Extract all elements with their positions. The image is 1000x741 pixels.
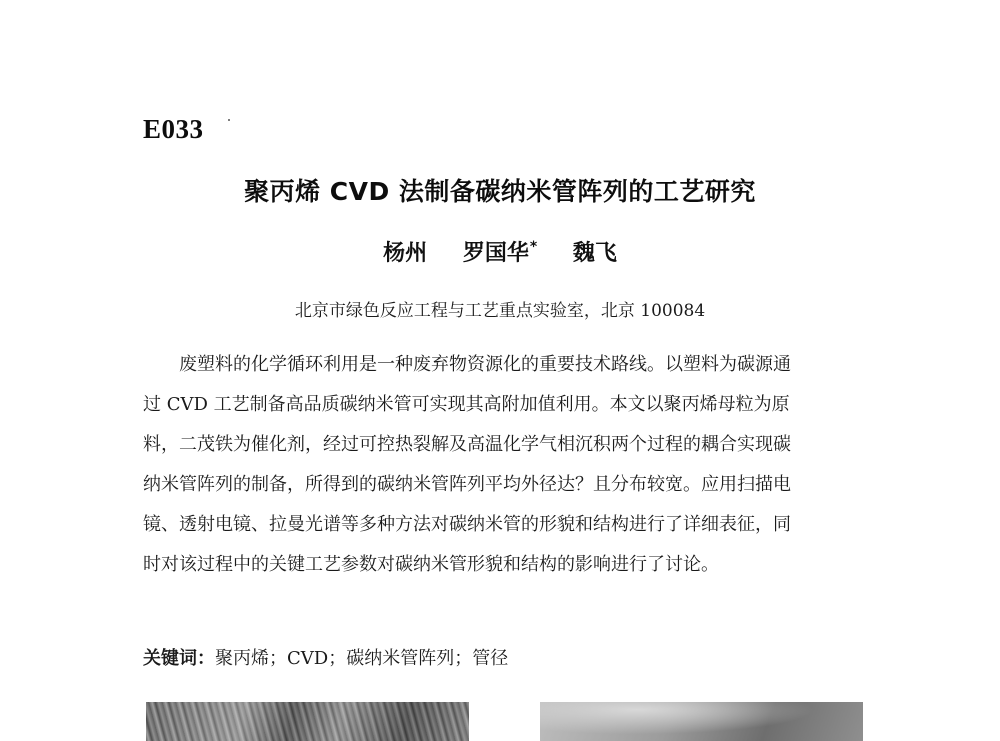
scan-speck — [228, 119, 230, 121]
sem-image-left — [146, 702, 469, 741]
keywords — [143, 644, 508, 670]
abstract-line: 料，二茂铁为催化剂，经过可控热裂解及高温化学气相沉积两个过程的耦合实现碳 — [143, 434, 791, 455]
abstract-line: 镜、透射电镜、拉曼光谱等多种方法对碳纳米管的形貌和结构进行了详细表征，同 — [143, 514, 791, 535]
abstract-line: 过 CVD 工艺制备高品质碳纳米管可实现其高附加值利用。本文以聚丙烯母粒为原 — [143, 394, 790, 415]
abstract-code: E033 — [143, 114, 204, 144]
keywords-text: 聚丙烯；CVD；碳纳米管阵列；管径 — [215, 648, 509, 669]
keywords-label: 关键词： — [143, 648, 215, 669]
author-name: 罗国华* — [462, 239, 538, 266]
tem-image-right — [540, 702, 863, 741]
abstract-body — [143, 345, 865, 585]
abstract-line: 废塑料的化学循环利用是一种废弃物资源化的重要技术路线。以塑料为碳源通 — [179, 354, 791, 375]
paper-title: 聚丙烯 CVD 法制备碳纳米管阵列的工艺研究 — [244, 177, 756, 206]
author-list — [0, 236, 1000, 267]
author-name: 魏飞 — [572, 241, 617, 266]
corresponding-author-mark: * — [529, 239, 538, 255]
affiliation: 北京市绿色反应工程与工艺重点实验室，北京 100084 — [294, 301, 706, 321]
abstract-line: 纳米管阵列的制备，所得到的碳纳米管阵列平均外径达？且分布较宽。应用扫描电 — [143, 474, 791, 495]
author-name: 杨州 — [383, 241, 428, 266]
abstract-line: 时对该过程中的关键工艺参数对碳纳米管形貌和结构的影响进行了讨论。 — [143, 554, 719, 575]
